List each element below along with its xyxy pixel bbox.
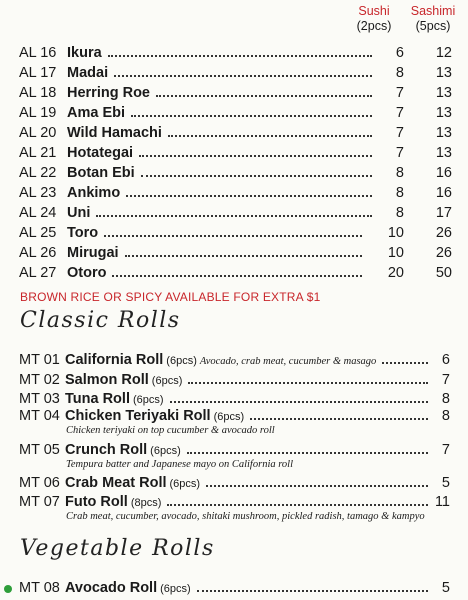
item-code: AL 17 <box>19 65 57 81</box>
sashimi-price: 16 <box>435 165 452 181</box>
dot-leader <box>170 389 428 403</box>
roll-pieces: (6pcs) <box>160 583 191 595</box>
roll-name-text: Chicken Teriyaki Roll <box>65 408 211 424</box>
dot-leader <box>126 183 372 197</box>
item-name: Toro <box>67 225 99 241</box>
sashimi-price: 26 <box>435 245 452 261</box>
roll-price: 7 <box>441 372 450 388</box>
item-name: Uni <box>67 205 91 221</box>
dot-leader <box>382 350 428 364</box>
sushi-price: 8 <box>395 65 404 81</box>
sushi-price: 10 <box>387 225 404 241</box>
roll-pieces: (6pcs) <box>213 411 245 423</box>
roll-pieces: (6pcs) <box>169 478 201 490</box>
menu-item-row <box>0 143 468 163</box>
item-code: AL 19 <box>19 105 57 121</box>
brown-rice-note: BROWN RICE OR SPICY AVAILABLE FOR EXTRA $1 <box>20 290 321 304</box>
roll-price: 5 <box>441 475 450 491</box>
sushi-price: 7 <box>395 125 404 141</box>
sushi-price: 7 <box>395 85 404 101</box>
dot-leader <box>187 440 428 454</box>
sashimi-header-pieces: (5pcs) <box>415 19 451 33</box>
menu-item-row <box>0 123 468 143</box>
sushi-price: 8 <box>395 165 404 181</box>
menu-item-row <box>0 243 468 263</box>
roll-name <box>65 578 191 599</box>
roll-pieces: (8pcs) <box>130 497 162 509</box>
roll-code: MT 02 <box>19 372 60 388</box>
menu-item-row <box>0 63 468 83</box>
roll-description: Avocado, crab meat, cucumber & masago <box>199 356 377 367</box>
sashimi-price: 13 <box>435 65 452 81</box>
dot-leader <box>131 103 372 117</box>
item-name: Herring Roe <box>67 85 150 101</box>
roll-pieces: (6pcs) <box>151 375 183 387</box>
roll-pieces: (6pcs) <box>150 445 181 457</box>
dot-leader <box>104 223 362 237</box>
sushi-price: 8 <box>395 185 404 201</box>
roll-price: 6 <box>441 352 450 368</box>
roll-price: 5 <box>441 580 450 596</box>
roll-name-text: Avocado Roll <box>65 580 158 596</box>
sushi-price: 20 <box>387 265 404 281</box>
dot-leader <box>197 578 428 592</box>
roll-name <box>65 350 376 372</box>
roll-code: MT 04 <box>19 408 60 424</box>
dot-leader <box>167 492 428 506</box>
menu-item-row <box>0 163 468 183</box>
dot-leader <box>112 263 362 277</box>
item-code: AL 20 <box>19 125 57 141</box>
dot-leader <box>114 63 372 77</box>
sashimi-price: 16 <box>435 185 452 201</box>
sashimi-price: 17 <box>435 205 452 221</box>
roll-code: MT 05 <box>19 442 60 458</box>
item-name: Hotategai <box>67 145 134 161</box>
menu-item-row <box>0 83 468 103</box>
item-name: Botan Ebi <box>67 165 135 181</box>
sushi-price: 8 <box>395 205 404 221</box>
item-name: Ankimo <box>67 185 121 201</box>
dot-leader <box>206 473 428 487</box>
roll-description: Tempura batter and Japanese mayo on California roll <box>66 459 294 470</box>
sashimi-price: 13 <box>435 145 452 161</box>
roll-row <box>0 350 468 370</box>
sushi-price: 6 <box>395 45 404 61</box>
item-code: AL 24 <box>19 205 57 221</box>
dot-leader <box>141 163 372 177</box>
classic-rolls-heading: Classic Rolls <box>20 308 181 333</box>
sushi-price: 7 <box>395 105 404 121</box>
menu-item-row <box>0 223 468 243</box>
roll-name-text: Crab Meat Roll <box>65 475 167 491</box>
dot-leader <box>156 83 372 97</box>
item-code: AL 16 <box>19 45 57 61</box>
item-code: AL 27 <box>19 265 57 281</box>
sashimi-price: 13 <box>435 105 452 121</box>
roll-code: MT 01 <box>19 352 60 368</box>
roll-price: 8 <box>441 391 450 407</box>
dot-leader <box>168 123 372 137</box>
sushi-header-pieces: (2pcs) <box>356 19 392 33</box>
dot-leader <box>139 143 372 157</box>
roll-row <box>0 440 468 460</box>
roll-price: 7 <box>441 442 450 458</box>
item-name: Ikura <box>67 45 102 61</box>
item-code: AL 21 <box>19 145 57 161</box>
roll-name <box>65 370 182 391</box>
roll-code: MT 06 <box>19 475 60 491</box>
roll-row <box>0 473 468 493</box>
roll-name-text: Futo Roll <box>65 494 128 510</box>
dot-leader <box>250 406 428 420</box>
sashimi-header-label: Sashimi <box>410 4 456 18</box>
dot-leader <box>96 203 372 217</box>
roll-name-text: Crunch Roll <box>65 442 148 458</box>
sushi-price: 10 <box>387 245 404 261</box>
sashimi-price: 26 <box>435 225 452 241</box>
roll-name-text: California Roll <box>65 352 164 368</box>
sushi-price: 7 <box>395 145 404 161</box>
roll-name-text: Salmon Roll <box>65 372 149 388</box>
roll-row <box>0 406 468 426</box>
roll-pieces: (6pcs) <box>132 394 164 406</box>
vegetable-rolls-heading: Vegetable Rolls <box>20 536 215 561</box>
dot-leader <box>108 43 372 57</box>
menu-item-row <box>0 103 468 123</box>
roll-code: MT 07 <box>19 494 60 510</box>
sashimi-price: 12 <box>435 45 452 61</box>
sashimi-price: 50 <box>435 265 452 281</box>
dot-leader <box>188 370 428 384</box>
roll-code: MT 03 <box>19 391 60 407</box>
item-code: AL 18 <box>19 85 57 101</box>
dot-leader <box>125 243 362 257</box>
item-code: AL 25 <box>19 225 57 241</box>
sashimi-price: 13 <box>435 125 452 141</box>
sashimi-price: 13 <box>435 85 452 101</box>
item-code: AL 23 <box>19 185 57 201</box>
item-name: Wild Hamachi <box>67 125 162 141</box>
roll-name-text: Tuna Roll <box>65 391 130 407</box>
green-dot-icon <box>4 585 12 593</box>
menu-item-row <box>0 183 468 203</box>
roll-price: 11 <box>434 494 450 510</box>
sushi-header-label: Sushi <box>358 4 390 18</box>
roll-description: Chicken teriyaki on top cucumber & avocado roll <box>66 425 275 436</box>
item-name: Otoro <box>67 265 107 281</box>
roll-description: Crab meat, cucumber, avocado, shitaki mushroom, pickled radish, tamago & kampyo <box>66 511 425 522</box>
roll-code: MT 08 <box>19 580 60 596</box>
sushi-column-header <box>354 4 394 34</box>
roll-name <box>65 473 200 494</box>
item-code: AL 26 <box>19 245 57 261</box>
item-name: Ama Ebi <box>67 105 126 121</box>
roll-row <box>0 578 468 598</box>
menu-item-row <box>0 43 468 63</box>
item-name: Mirugai <box>67 245 119 261</box>
menu-item-row <box>0 263 468 283</box>
menu-item-row <box>0 203 468 223</box>
roll-price: 8 <box>441 408 450 424</box>
item-name: Madai <box>67 65 109 81</box>
item-code: AL 22 <box>19 165 57 181</box>
roll-row <box>0 492 468 512</box>
roll-pieces: (6pcs) <box>166 355 197 367</box>
roll-row <box>0 370 468 390</box>
sashimi-column-header <box>408 4 458 34</box>
